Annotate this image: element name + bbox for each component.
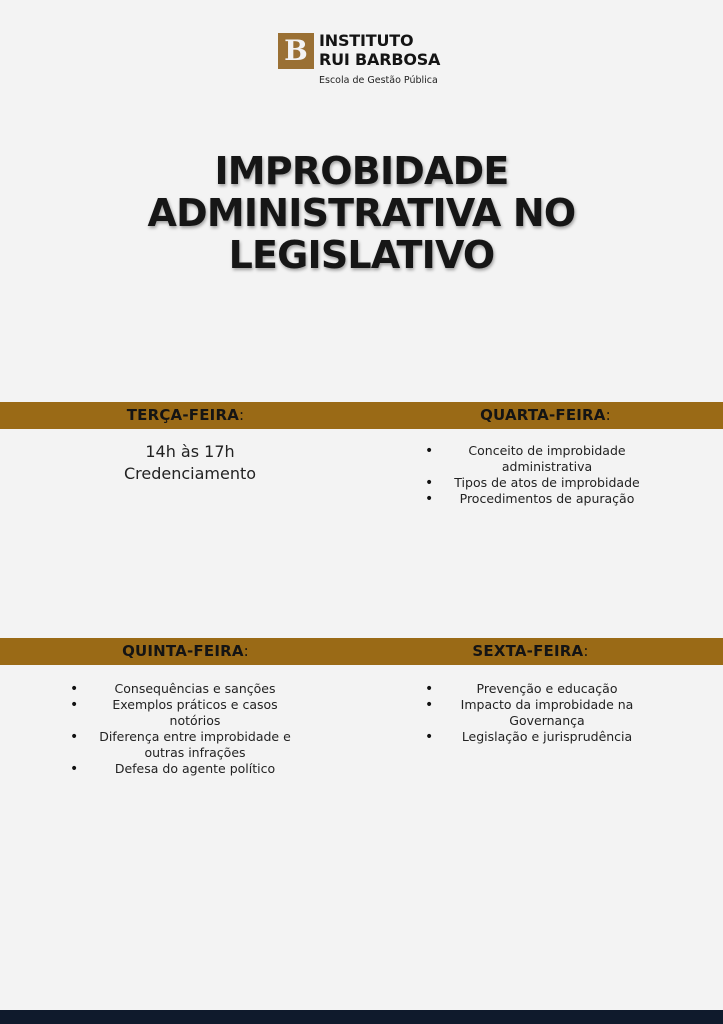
logo-subtitle: Escola de Gestão Pública: [319, 75, 438, 86]
page-title: [0, 150, 723, 276]
list-item: • Impacto da improbidade na Governança: [425, 697, 647, 729]
list-item: • Legislação e jurisprudência: [425, 729, 647, 745]
schedule-band-top: [0, 402, 723, 429]
day-label-terca: TERÇA-FEIRA:: [126, 406, 245, 424]
day-label-quarta: QUARTA-FEIRA:: [480, 406, 611, 424]
list-item: • Conceito de improbidade administrativa: [425, 443, 647, 475]
list-item: • Procedimentos de apuração: [425, 491, 647, 507]
footer-bar: [0, 1010, 723, 1024]
title-line2: ADMINISTRATIVA NO: [147, 191, 576, 235]
sexta-topics: [425, 681, 647, 745]
day-label-sexta: SEXTA-FEIRA:: [472, 642, 589, 660]
list-item: • Prevenção e educação: [425, 681, 647, 697]
quarta-topics: [425, 443, 647, 507]
quinta-topics: [70, 681, 298, 777]
logo-mark-icon: B: [278, 33, 314, 69]
institute-logo: [278, 33, 458, 89]
logo-name-line2: RUI BARBOSA: [319, 50, 441, 69]
terca-time: 14h às 17h: [145, 442, 235, 461]
list-item: • Exemplos práticos e casos notórios: [70, 697, 298, 729]
logo-name: [319, 31, 459, 69]
list-item: • Defesa do agente político: [70, 761, 298, 777]
terca-activity: Credenciamento: [123, 464, 257, 483]
day-label-quinta: QUINTA-FEIRA:: [122, 642, 249, 660]
list-item: • Tipos de atos de improbidade: [425, 475, 647, 491]
list-item: • Consequências e sanções: [70, 681, 298, 697]
logo-name-line1: INSTITUTO: [319, 31, 414, 50]
title-line1: IMPROBIDADE: [214, 149, 509, 193]
list-item: • Diferença entre improbidade e outras infrações: [70, 729, 298, 761]
terca-content: [40, 441, 340, 485]
schedule-band-bottom: [0, 638, 723, 665]
title-line3: LEGISLATIVO: [228, 233, 495, 277]
